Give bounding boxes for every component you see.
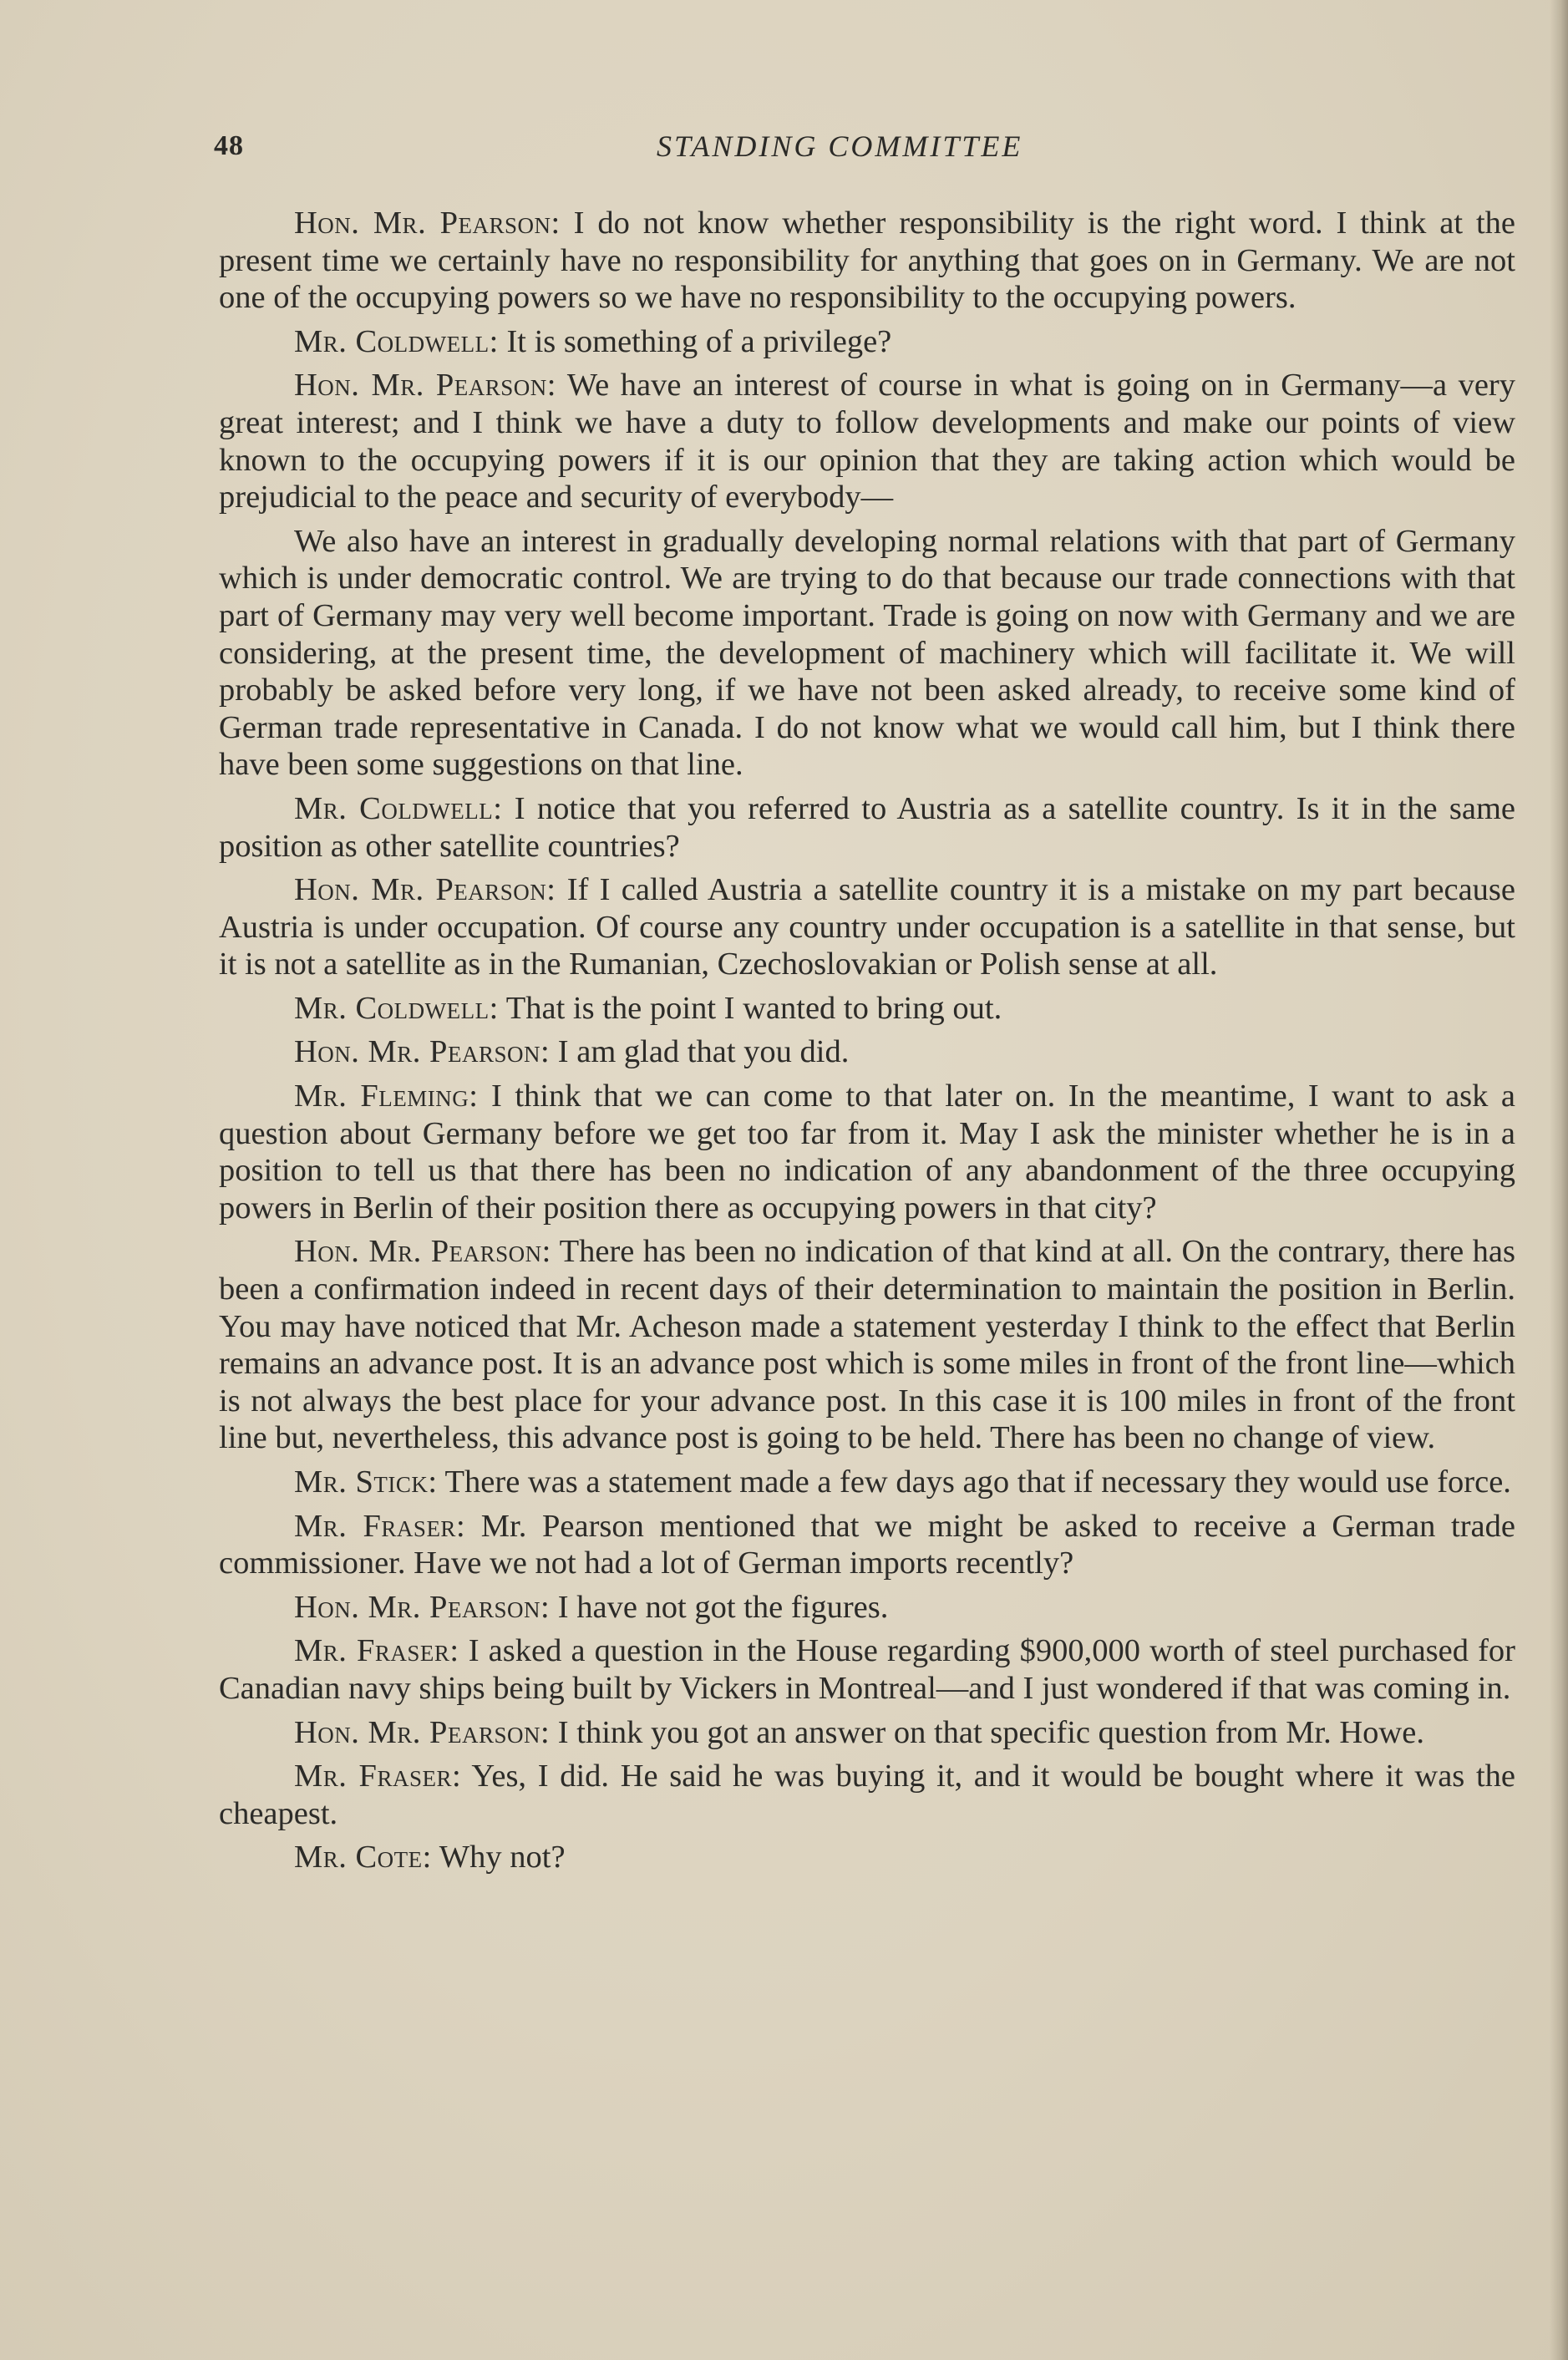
speaker-name: Mr. Cote:: [294, 1840, 432, 1875]
paragraph: [219, 1632, 1515, 1707]
paragraph-text: I am glad that you did.: [550, 1034, 850, 1070]
paragraph: [219, 1589, 1515, 1627]
speaker-name: Hon. Mr. Pearson:: [294, 206, 561, 241]
page-edge-shadow: [1550, 0, 1568, 2360]
speaker-name: Mr. Stick:: [294, 1464, 438, 1500]
paragraph-text: We also have an interest in gradually developing normal relations with that part of Germany which is under democratic control. We are trying to do that because our trade connections with that part of Germany may very well become important. Trade is going on now with Germany and we are considering, at the present time, the development of machinery which will facilitate it. We will probably be asked before very long, if we have not been asked already, to receive some kind of German trade representative in Canada. I do not know what we would call him, but I think there have been some suggestions on that line.: [219, 523, 1515, 783]
speaker-name: Mr. Coldwell:: [294, 323, 499, 359]
speaker-name: Mr. Fraser:: [294, 1759, 462, 1794]
running-head: STANDING COMMITTEE: [657, 129, 1023, 163]
paragraph-text: If I called Austria a satellite country it is a mistake on my part because Austria is under occupation. Of course any country under occupation is a satellite in that sense, but it is not a satellite as in the Rumanian, Czechoslovakian or Polish sense at all.: [219, 872, 1515, 982]
paragraph-text: Why not?: [431, 1840, 566, 1875]
paragraph: [219, 523, 1515, 784]
paragraph-text: That is the point I wanted to bring out.: [498, 990, 1002, 1026]
paragraph-text: It is something of a privilege?: [498, 323, 892, 359]
speaker-name: Hon. Mr. Pearson:: [294, 872, 556, 908]
speaker-name: Mr. Fraser:: [294, 1633, 459, 1669]
paragraph-text: There was a statement made a few days ago that if necessary they would use force.: [437, 1464, 1511, 1500]
speaker-name: Hon. Mr. Pearson:: [294, 1589, 551, 1625]
paragraph-text: Yes, I did. He said he was buying it, and it would be bought where it was the cheapest.: [219, 1759, 1515, 1831]
speaker-name: Mr. Coldwell:: [294, 990, 499, 1026]
speaker-name: Hon. Mr. Pearson:: [294, 1034, 551, 1070]
paragraph: [219, 1839, 1515, 1876]
speaker-name: Mr. Fraser:: [294, 1508, 466, 1544]
paragraph: [219, 871, 1515, 983]
paragraph-text: I have not got the figures.: [550, 1589, 889, 1625]
paragraph: [219, 790, 1515, 865]
paragraph-text: There has been no indication of that kind at all. On the contrary, there has been a confirmation indeed in recent days of their determination to maintain the position in Berlin. You may have noticed that Mr. Acheson made a statement yesterday I think to the effect that Berlin remains an advance post. It is an advance post which is some miles in front of the front line—which is not always the best place for your advance post. In this case it is 100 miles in front of the front line but, nevertheless, this advance post is going to be held. There has been no change of view.: [219, 1234, 1515, 1456]
paragraph: [219, 367, 1515, 515]
paragraph-text: I asked a question in the House regarding $900,000 worth of steel purchased for Canadian navy ships being built by Vickers in Montreal—and I just wondered if that was coming in.: [219, 1633, 1515, 1706]
paragraph: [219, 1078, 1515, 1226]
paragraph: [219, 1508, 1515, 1582]
paragraph: [219, 1758, 1515, 1832]
paragraph: [219, 1033, 1515, 1071]
speaker-name: Hon. Mr. Pearson:: [294, 1234, 551, 1270]
paragraph: [219, 1464, 1515, 1501]
paragraph: [219, 323, 1515, 361]
speaker-name: Mr. Coldwell:: [294, 790, 503, 826]
paragraph: [219, 1714, 1515, 1752]
paragraph-text: We have an interest of course in what is going on in Germany—a very great interest; and I think we have a duty to follow developments and make our points of view known to the occupying powers if it is our opinion that they are taking action which would be prejudicial to the peace and security of everybody—: [219, 368, 1515, 515]
speaker-name: Mr. Fleming:: [294, 1078, 479, 1114]
paragraph: [219, 990, 1515, 1028]
page-number: 48: [214, 130, 244, 161]
paragraph: [219, 1233, 1515, 1457]
paragraph-text: I notice that you referred to Austria as a satellite country. Is it in the same position as other satellite countries?: [219, 790, 1515, 864]
paragraph-text: Mr. Pearson mentioned that we might be asked to receive a German trade commissioner. Have we not had a lot of German imports recently?: [219, 1508, 1515, 1581]
paragraph-text: I think that we can come to that later on. In the meantime, I want to ask a question about Germany before we get too far from it. May I ask the minister whether he is in a position to tell us that there has been no indication of any abandonment of the three occupying powers in Berlin of their position there as occupying powers in that city?: [219, 1078, 1515, 1226]
speaker-name: Hon. Mr. Pearson:: [294, 1714, 551, 1750]
paragraph: [219, 205, 1515, 317]
speaker-name: Hon. Mr. Pearson:: [294, 368, 556, 403]
paragraph-text: I do not know whether responsibility is the right word. I think at the present time we certainly have no responsibility for anything that goes on in Germany. We are not one of the occupying powers so we have no responsibility to the occupying powers.: [219, 206, 1515, 316]
paragraph-text: I think you got an answer on that specific question from Mr. Howe.: [550, 1714, 1424, 1750]
transcript-body: [219, 205, 1515, 1883]
page-header: [214, 125, 1517, 175]
